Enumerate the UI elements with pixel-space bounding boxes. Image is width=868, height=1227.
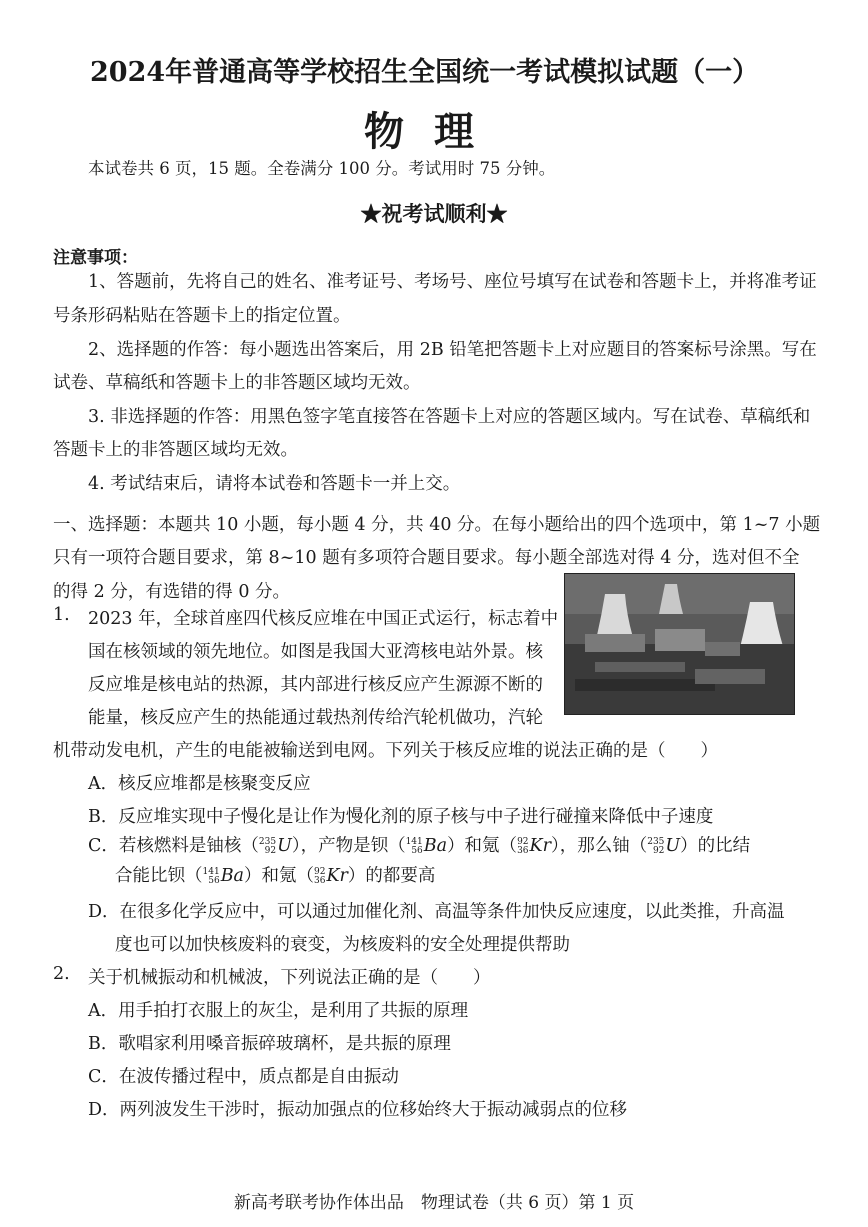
atomic-number: 56 bbox=[208, 875, 220, 886]
atomic-number: 36 bbox=[313, 875, 326, 886]
option-b: B．歌唱家利用嗓音振碎玻璃杯，是共振的原理 bbox=[88, 1034, 451, 1054]
question-stem-line: 关于机械振动和机械波，下列说法正确的是（ ） bbox=[88, 968, 491, 988]
question-stem-line: 反应堆是核电站的热源，其内部进行核反应产生源源不断的 bbox=[88, 675, 543, 695]
mass-number: 141 bbox=[405, 836, 423, 847]
notice-line: 答题卡上的非答题区域均无效。 bbox=[53, 440, 298, 460]
option-c bbox=[88, 832, 750, 857]
option-d-continued: 度也可以加快核废料的衰变，为核废料的安全处理提供帮助 bbox=[115, 935, 570, 955]
barium-isotope bbox=[203, 866, 244, 886]
uranium-isotope bbox=[259, 836, 292, 856]
exam-title: 2024年普通高等学校招生全国统一考试模拟试题（一） bbox=[90, 57, 760, 88]
element-symbol: U bbox=[277, 836, 292, 856]
element-symbol: Ba bbox=[423, 836, 448, 856]
section-instruction: 只有一项符合题目要求，第 8~10 题有多项符合题目要求。每小题全部选对得 4 分，选对但不全 bbox=[53, 548, 800, 568]
barium-isotope bbox=[406, 836, 447, 856]
option-a: A．用手拍打衣服上的灰尘，是利用了共振的原理 bbox=[88, 1001, 469, 1021]
krypton-isotope bbox=[314, 866, 348, 886]
question-stem-line: 国在核领域的领先地位。如图是我国大亚湾核电站外景。核 bbox=[88, 642, 543, 662]
element-symbol: Kr bbox=[326, 866, 348, 886]
element-symbol: Ba bbox=[220, 866, 244, 886]
option-a: A．核反应堆都是核聚变反应 bbox=[88, 774, 311, 794]
option-text: ）的都要高 bbox=[347, 866, 436, 886]
mass-number: 92 bbox=[313, 866, 326, 877]
subject-heading: 物理 bbox=[364, 108, 504, 155]
option-b: B．反应堆实现中子慢化是让作为慢化剂的原子核与中子进行碰撞来降低中子速度 bbox=[88, 807, 714, 827]
notice-line: 4. 考试结束后，请将本试卷和答题卡一并上交。 bbox=[88, 474, 461, 494]
krypton-isotope bbox=[517, 836, 551, 856]
question-number: 1. bbox=[53, 605, 70, 625]
section-instruction: 的得 2 分，有选错的得 0 分。 bbox=[53, 582, 291, 602]
option-d: D．两列波发生干涉时，振动加强点的位移始终大于振动减弱点的位移 bbox=[88, 1100, 628, 1120]
notice-line: 1、答题前，先将自己的姓名、准考证号、考场号、座位号填写在试卷和答题卡上，并将准考证 bbox=[88, 272, 817, 292]
uranium-isotope bbox=[647, 836, 680, 856]
notice-line: 3. 非选择题的作答：用黑色签字笔直接答在答题卡上对应的答题区域内。写在试卷、草稿纸和 bbox=[88, 407, 811, 427]
blessing: ★祝考试顺利★ bbox=[360, 201, 508, 226]
notice-line: 2、选择题的作答：每小题选出答案后，用 2B 铅笔把答题卡上对应题目的答案标号涂黑。写在 bbox=[88, 340, 817, 360]
question-stem-line: 能量，核反应产生的热能通过载热剂传给汽轮机做功，汽轮 bbox=[88, 708, 543, 728]
option-text: ）和氪（ bbox=[447, 836, 518, 856]
option-c-continued bbox=[115, 862, 435, 887]
notice-line: 号条形码粘贴在答题卡上的指定位置。 bbox=[53, 306, 351, 326]
page-footer: 新高考联考协作体出品 物理试卷（共 6 页）第 1 页 bbox=[233, 1193, 635, 1213]
option-c: C．在波传播过程中，质点都是自由振动 bbox=[88, 1067, 399, 1087]
notice-line: 试卷、草稿纸和答题卡上的非答题区域均无效。 bbox=[53, 373, 421, 393]
option-text: ），产物是钡（ bbox=[291, 836, 406, 856]
option-text: C．若核燃料是铀核（ bbox=[88, 836, 259, 856]
element-symbol: U bbox=[665, 836, 681, 856]
exam-info: 本试卷共 6 页，15 题。全卷满分 100 分。考试用时 75 分钟。 bbox=[88, 159, 556, 178]
nuclear-plant-photo bbox=[564, 573, 795, 715]
option-text: ）的比结 bbox=[680, 836, 751, 856]
option-text: ），那么铀（ bbox=[550, 836, 648, 856]
atomic-number: 36 bbox=[517, 845, 529, 856]
section-instruction: 一、选择题：本题共 10 小题，每小题 4 分，共 40 分。在每小题给出的四个选项中，第 1~7 小题 bbox=[53, 515, 821, 535]
option-text: ）和氪（ bbox=[243, 866, 314, 886]
option-d: D．在很多化学反应中，可以通过加催化剂、高温等条件加快反应速度，以此类推，升高温 bbox=[88, 902, 785, 922]
mass-number: 92 bbox=[517, 836, 529, 847]
question-stem-line: 机带动发电机，产生的电能被输送到电网。下列关于核反应堆的说法正确的是（ ） bbox=[53, 741, 718, 761]
mass-number: 141 bbox=[202, 866, 220, 877]
notice-title: 注意事项： bbox=[53, 248, 138, 268]
atomic-number: 92 bbox=[652, 845, 665, 856]
atomic-number: 56 bbox=[411, 845, 423, 856]
mass-number: 235 bbox=[258, 836, 277, 847]
mass-number: 235 bbox=[647, 836, 665, 847]
atomic-number: 92 bbox=[264, 845, 277, 856]
option-text: 合能比钡（ bbox=[115, 866, 203, 886]
element-symbol: Kr bbox=[529, 836, 551, 856]
question-stem-line: 2023 年，全球首座四代核反应堆在中国正式运行，标志着中 bbox=[88, 609, 559, 629]
question-number: 2. bbox=[53, 964, 70, 984]
